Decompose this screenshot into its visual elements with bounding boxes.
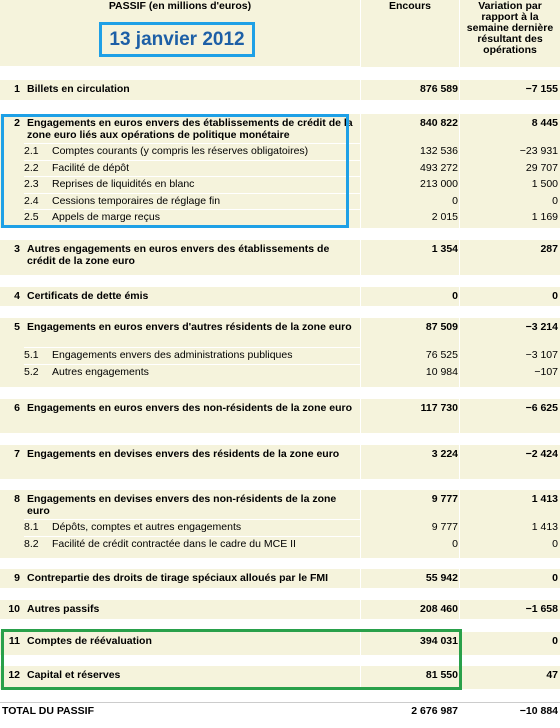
table-row-group bbox=[0, 80, 560, 100]
subrow-encours: 10 984 bbox=[425, 365, 458, 378]
row-number: 10 bbox=[8, 603, 20, 615]
subrow-variation: −23 931 bbox=[519, 145, 558, 157]
subrow-variation: −3 107 bbox=[525, 349, 558, 361]
row-variation: 0 bbox=[552, 635, 558, 647]
row-encours: 55 942 bbox=[425, 572, 458, 584]
row-variation: 47 bbox=[546, 669, 558, 681]
row-number: 6 bbox=[14, 402, 20, 414]
row-label: Engagements en devises envers des résidents de la zone euro bbox=[27, 448, 340, 460]
subrow-label: Cessions temporaires de réglage fin bbox=[52, 194, 221, 207]
row-number: 4 bbox=[14, 290, 20, 302]
date-label: 13 janvier 2012 bbox=[99, 22, 255, 57]
row-encours: 876 589 bbox=[420, 83, 458, 95]
row-label: Engagements en euros envers des établissements de crédit de la zone euro liés aux opérations de politique monétaire bbox=[27, 117, 353, 141]
row-encours: 87 509 bbox=[425, 321, 458, 333]
subrow-variation: 1 413 bbox=[531, 521, 558, 533]
subrow-label: Engagements envers des administrations publiques bbox=[52, 349, 293, 361]
subrow-encours: 9 777 bbox=[431, 521, 458, 533]
row-divider bbox=[24, 347, 360, 348]
row-variation: 8 445 bbox=[531, 117, 558, 129]
subrow-variation: 29 707 bbox=[525, 161, 558, 174]
subrow-variation: −107 bbox=[534, 365, 558, 378]
subrow-number: 8.2 bbox=[24, 537, 39, 550]
row-number: 12 bbox=[8, 669, 20, 681]
row-label: Capital et réserves bbox=[27, 669, 121, 681]
subrow-number: 2.5 bbox=[24, 211, 39, 223]
row-variation: −3 214 bbox=[525, 321, 558, 333]
total-row bbox=[0, 702, 560, 721]
row-encours: 81 550 bbox=[425, 669, 458, 681]
row-encours: 9 777 bbox=[431, 493, 458, 505]
row-label: Engagements en euros envers d'autres résidents de la zone euro bbox=[27, 321, 352, 333]
row-number: 5 bbox=[14, 321, 20, 333]
table-row-group bbox=[0, 287, 560, 306]
row-variation: −6 625 bbox=[525, 402, 558, 414]
subrow-encours: 213 000 bbox=[420, 178, 458, 190]
table-row-group bbox=[0, 318, 560, 387]
subrow-encours: 76 525 bbox=[425, 349, 458, 361]
subrow-label: Reprises de liquidités en blanc bbox=[52, 178, 195, 190]
highlight-box-blue bbox=[1, 114, 349, 228]
row-label: Billets en circulation bbox=[27, 83, 130, 95]
subrow-variation: 0 bbox=[552, 194, 558, 207]
total-variation: −10 884 bbox=[519, 705, 558, 717]
row-variation: 0 bbox=[552, 572, 558, 584]
highlight-box-green bbox=[1, 629, 462, 690]
row-divider bbox=[24, 364, 360, 365]
table-row-group bbox=[0, 240, 560, 275]
subrow-number: 8.1 bbox=[24, 521, 39, 533]
subrow-label: Comptes courants (y compris les réserves obligatoires) bbox=[52, 145, 309, 157]
row-divider bbox=[24, 536, 360, 537]
subrow-encours: 2 015 bbox=[431, 211, 458, 223]
row-divider bbox=[24, 519, 360, 520]
subrow-label: Facilité de dépôt bbox=[52, 161, 130, 174]
row-encours: 0 bbox=[452, 290, 458, 302]
table-row-group bbox=[0, 600, 560, 619]
row-number: 11 bbox=[8, 635, 20, 647]
row-number: 9 bbox=[14, 572, 20, 584]
table-row-group bbox=[0, 490, 560, 558]
row-encours: 1 354 bbox=[431, 243, 458, 255]
subrow-encours: 0 bbox=[452, 194, 458, 207]
encours-header: Encours bbox=[361, 0, 459, 67]
subrow-number: 2.3 bbox=[24, 178, 39, 190]
subrow-label: Facilité de crédit contractée dans le cadre du MCE II bbox=[52, 537, 296, 550]
table-row-group bbox=[0, 569, 560, 588]
row-encours: 117 730 bbox=[420, 402, 458, 414]
row-label: Autres engagements en euros envers des établissements de crédit de la zone euro bbox=[27, 243, 330, 267]
subrow-number: 2.1 bbox=[24, 145, 39, 157]
subrow-variation: 1 169 bbox=[531, 211, 558, 223]
table-row-group bbox=[0, 399, 560, 433]
subrow-number: 5.2 bbox=[24, 365, 39, 378]
subrow-label: Autres engagements bbox=[52, 365, 149, 378]
row-number: 8 bbox=[14, 493, 20, 505]
row-number: 3 bbox=[14, 243, 20, 255]
row-variation: 1 413 bbox=[531, 493, 558, 505]
subrow-encours: 0 bbox=[452, 537, 458, 550]
variation-header: Variation par rapport à la semaine dernière résultant des opérations bbox=[460, 0, 560, 67]
row-variation: −7 155 bbox=[525, 83, 558, 95]
row-label: Engagements en devises envers des non-résidents de la zone euro bbox=[27, 493, 337, 517]
row-variation: −2 424 bbox=[525, 448, 558, 460]
row-label: Engagements en euros envers des non-résidents de la zone euro bbox=[27, 402, 353, 414]
subrow-number: 2.2 bbox=[24, 161, 39, 174]
subrow-label: Appels de marge reçus bbox=[52, 211, 160, 223]
row-variation: 287 bbox=[540, 243, 558, 255]
row-label: Autres passifs bbox=[27, 603, 100, 615]
total-label: TOTAL DU PASSIF bbox=[2, 705, 94, 717]
row-encours: 208 460 bbox=[420, 603, 458, 615]
row-label: Comptes de réévaluation bbox=[27, 635, 152, 647]
subrow-encours: 493 272 bbox=[420, 161, 458, 174]
subrow-number: 5.1 bbox=[24, 349, 39, 361]
row-variation: 0 bbox=[552, 290, 558, 302]
row-encours: 394 031 bbox=[420, 635, 458, 647]
total-encours: 2 676 987 bbox=[411, 705, 458, 717]
subrow-variation: 1 500 bbox=[531, 178, 558, 190]
row-number: 7 bbox=[14, 448, 20, 460]
table-header bbox=[0, 0, 560, 66]
table-row-group bbox=[0, 445, 560, 479]
subrow-variation: 0 bbox=[552, 537, 558, 550]
subrow-encours: 132 536 bbox=[420, 145, 458, 157]
subrow-label: Dépôts, comptes et autres engagements bbox=[52, 521, 242, 533]
row-encours: 840 822 bbox=[420, 117, 458, 129]
row-label: Contrepartie des droits de tirage spéciaux alloués par le FMI bbox=[27, 572, 329, 584]
row-encours: 3 224 bbox=[431, 448, 458, 460]
passif-header-label: PASSIF (en millions d'euros) bbox=[108, 0, 252, 12]
row-number: 1 bbox=[14, 83, 20, 95]
row-label: Certificats de dette émis bbox=[27, 290, 149, 302]
subrow-number: 2.4 bbox=[24, 194, 39, 207]
row-variation: −1 658 bbox=[525, 603, 558, 615]
row-number: 2 bbox=[14, 117, 20, 129]
